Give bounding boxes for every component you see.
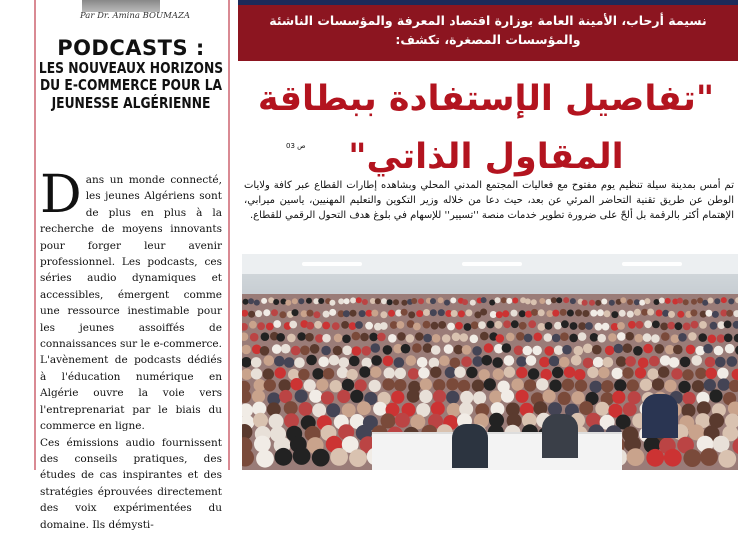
author-byline: Par Dr. Amina BOUMAZA — [40, 11, 230, 21]
ceiling-light — [462, 262, 522, 266]
left-article-body — [40, 172, 222, 533]
speaker-desk — [372, 432, 622, 470]
article-title: "تفاصيل الإستفادة ببطاقة المقاول الذاتي" — [240, 70, 732, 186]
page-reference: ص 03 — [286, 142, 306, 150]
conference-photo — [242, 254, 738, 470]
headline-main: PODCASTS : — [36, 36, 226, 60]
right-column — [238, 0, 738, 470]
headline-line-1: LES NOUVEAUX HORIZONS — [38, 60, 223, 77]
left-column — [0, 0, 229, 470]
drop-cap: D — [40, 174, 82, 216]
panel-speaker — [642, 394, 678, 438]
article-lead: تم أمس بمدينة سيلة تنظيم يوم مفتوح مع فعاليات المجتمع المدني المحلي وبشاهده إطارات القطاع عبر كافة ولايات الوطن عن طريق تقنية التحاضر المرئي عن بعد، حيث دعا من خلاله وزير التكوين والتعليم المهنيين، ياسين ميرابي، الإهتمام أكثر بالرقمة بل ألحّ على ضرورة تطوير خدمات منصة ''تسيير'' للإسهام في بلوغ هدف التحول الرقمي للقطاع. — [244, 178, 734, 223]
panel-speaker — [452, 424, 488, 468]
panel-speaker — [542, 414, 578, 458]
kicker-band: نسيمة أرحاب، الأمينة العامة بوزارة اقتصاد المعرفة والمؤسسات الناشئة والمؤسسات المصغرة، تكشف: — [238, 5, 738, 61]
left-headline — [36, 36, 226, 112]
ceiling-light — [302, 262, 362, 266]
headline-line-2: DU E-COMMERCE POUR LA — [38, 77, 223, 94]
headline-line-3: JEUNESSE ALGÉRIENNE — [38, 95, 223, 112]
body-paragraph-1: ans un monde connecté, les jeunes Algériens sont de plus en plus à la recherche de moyens innovants pour forger leur avenir professionnel. Les podcasts, ces séries audio dynamiques et accessibles, émergent comme une ressource inestimable pour les jeunes assoiffés de connaissances sur le e-commerce. L'avènement de podcasts dédiés à l'éducation numérique en Algérie ouvre la voie vers l'entreprenariat par le biais du commerce en ligne. — [40, 174, 222, 432]
ceiling-light — [622, 262, 682, 266]
body-paragraph-2: Ces émissions audio fournissent des conseils pratiques, des études de cas inspirantes et des stratégies éprouvées directement des voix expérimentées du domaine. Ils démysti- — [40, 437, 222, 531]
